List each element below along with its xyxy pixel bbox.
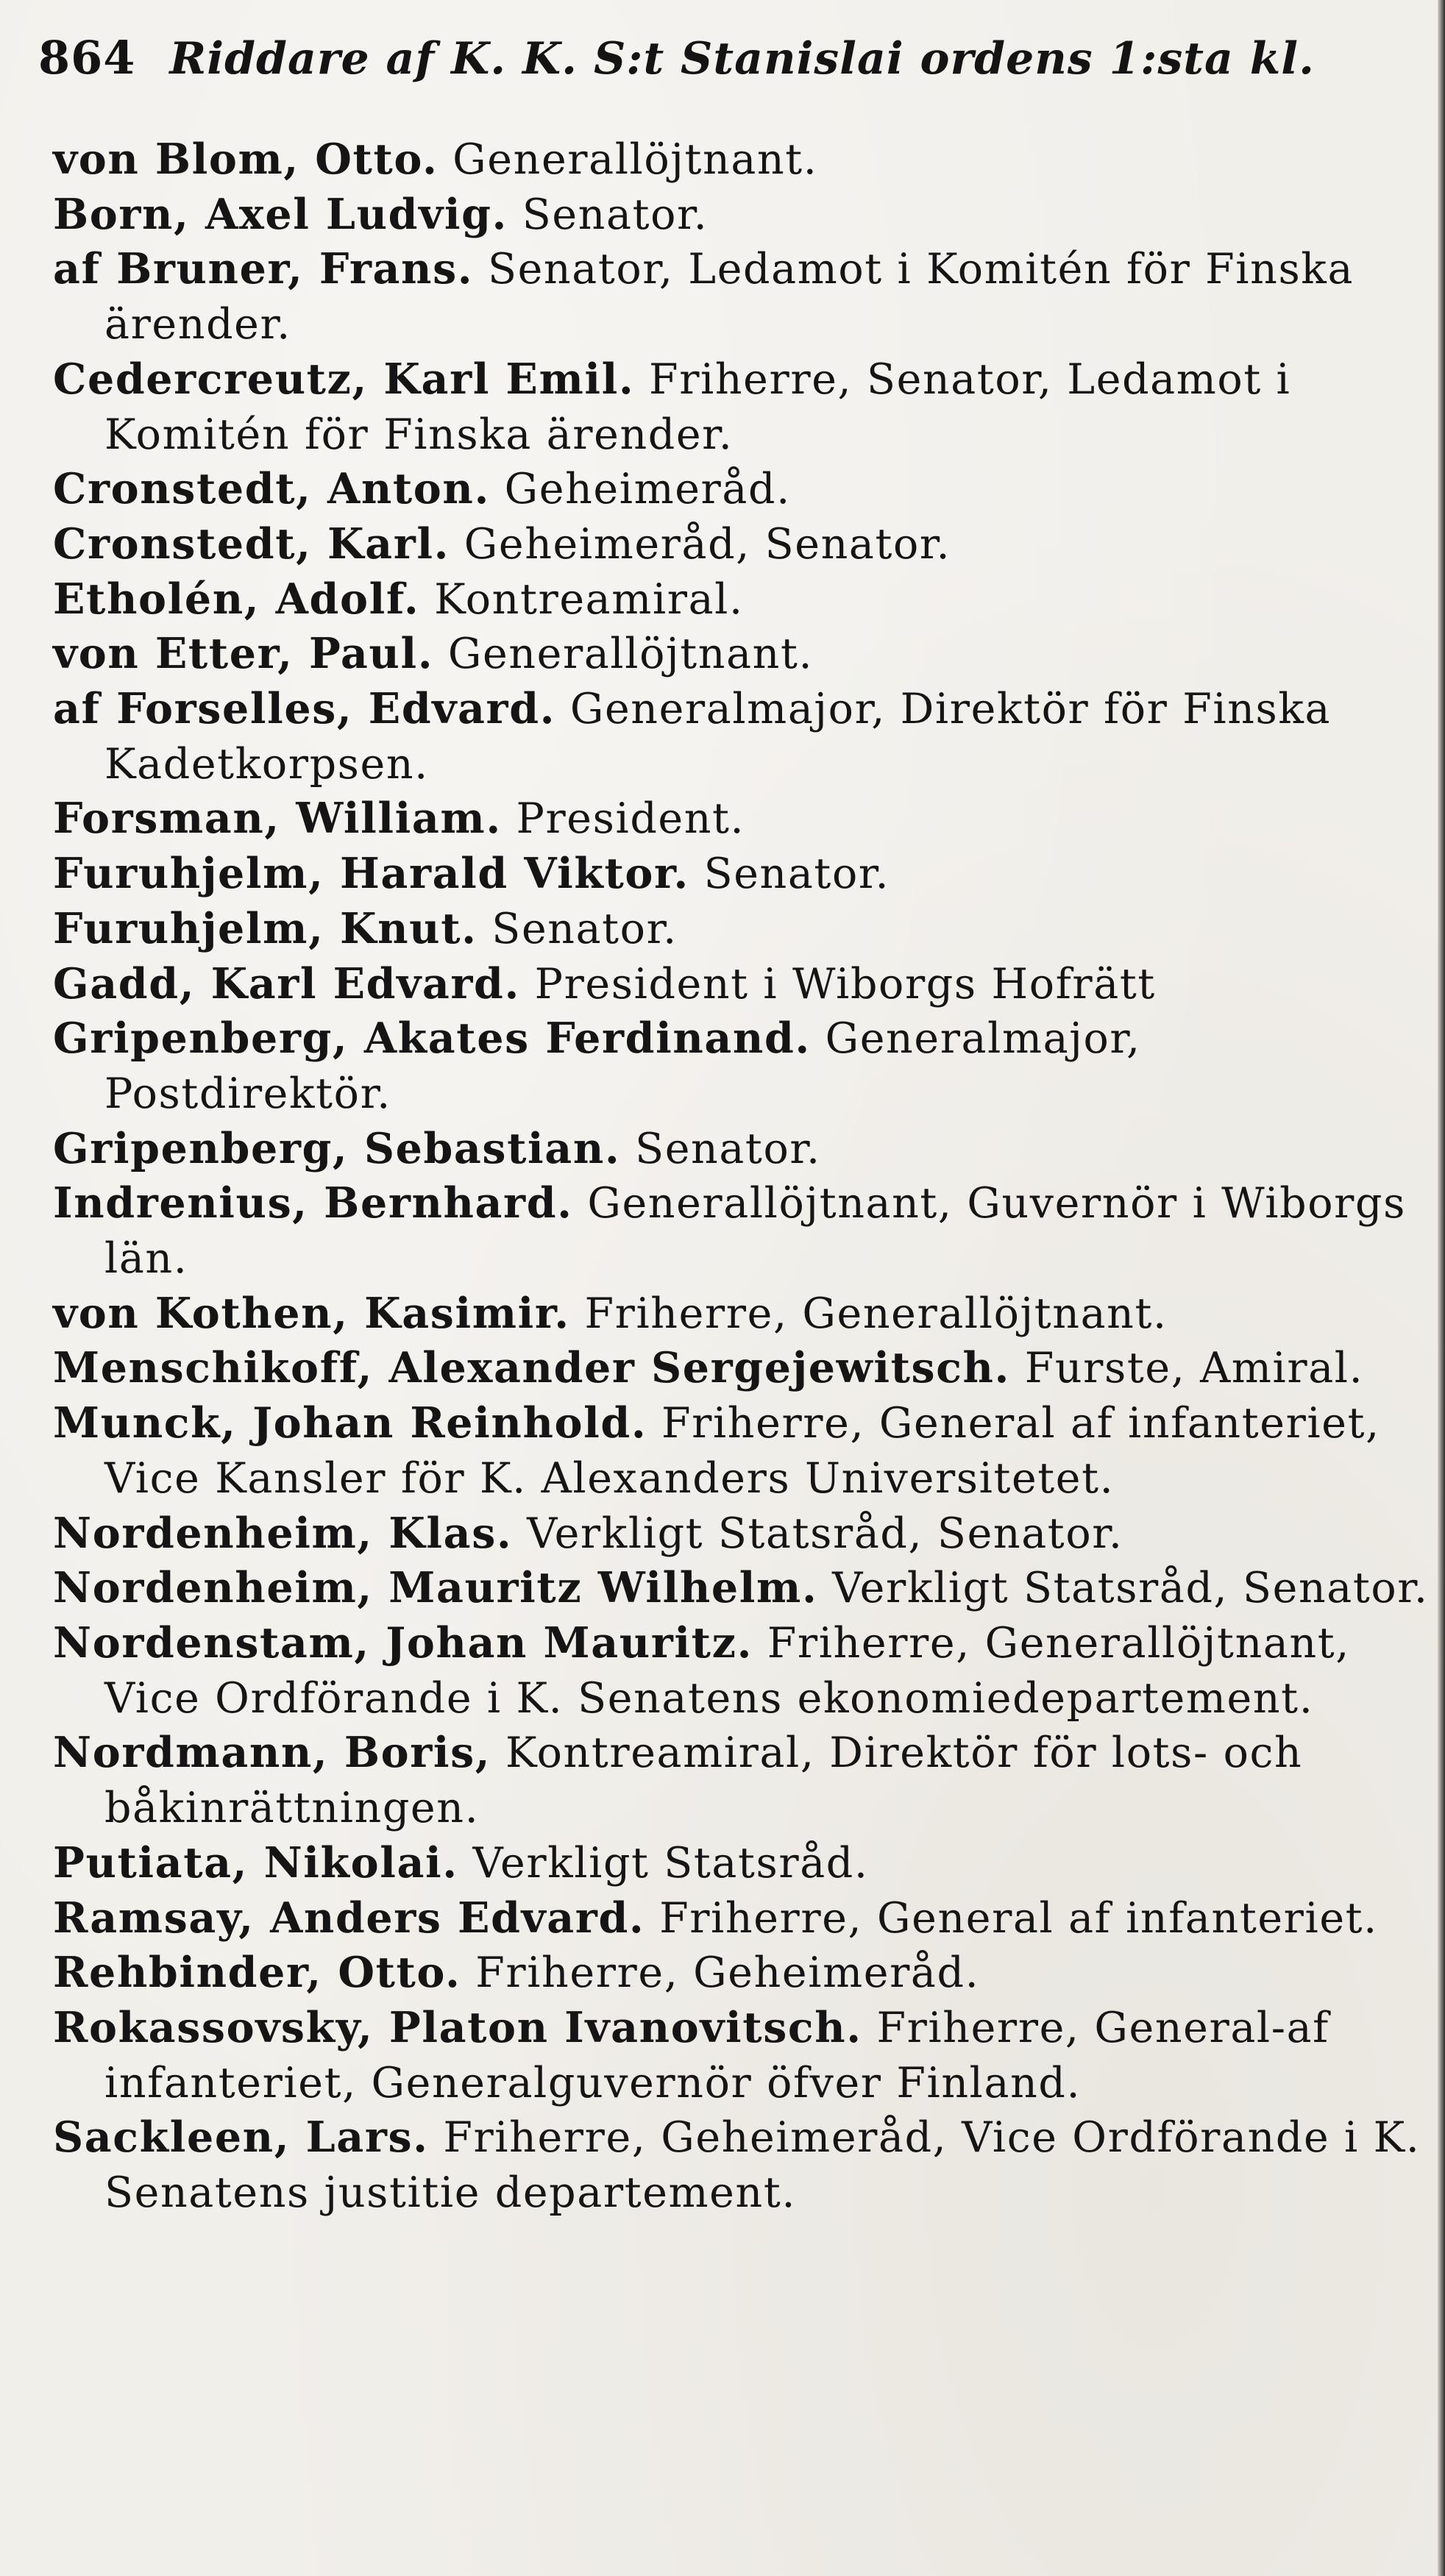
list-item xyxy=(53,517,1436,572)
list-item xyxy=(53,2110,1436,2220)
entry-text: Kontreamiral. xyxy=(434,574,744,624)
entry-name: Ramsay, Anders Edvard. xyxy=(53,1893,645,1943)
entry-name: Cronstedt, Karl. xyxy=(53,519,450,569)
entry-name: Nordenheim, Mauritz Wilhelm. xyxy=(53,1563,818,1613)
entry-text: Generalmajor, Postdirektör. xyxy=(104,1014,1141,1118)
page-edge-shadow xyxy=(1438,0,1445,2576)
list-item xyxy=(53,1341,1436,1396)
list-item xyxy=(53,2001,1436,2110)
list-item xyxy=(53,847,1436,902)
entry-name: von Blom, Otto. xyxy=(53,135,439,184)
list-item xyxy=(53,957,1436,1012)
list-item xyxy=(53,188,1436,243)
list-item xyxy=(53,462,1436,517)
list-item xyxy=(53,1011,1436,1121)
entry-text: Geheimeråd. xyxy=(504,465,791,514)
entry-name: Nordenstam, Johan Mauritz. xyxy=(53,1618,753,1668)
entry-text: Senator. xyxy=(491,904,678,953)
entry-text: Friherre, Senator, Ledamot i Komitén för Finska ärender. xyxy=(104,355,1291,459)
list-item xyxy=(53,627,1436,682)
entry-text: Senator. xyxy=(635,1124,821,1173)
entry-name: Munck, Johan Reinhold. xyxy=(53,1398,647,1448)
entry-text: Friherre, General af infanteriet. xyxy=(659,1893,1378,1943)
entry-name: Rokassovsky, Platon Ivanovitsch. xyxy=(53,2002,862,2052)
entry-text: Friherre, Generallöjtnant. xyxy=(584,1289,1168,1338)
list-item xyxy=(53,1616,1436,1726)
entry-text: Kontreamiral, Direktör för lots- och båkinrättningen. xyxy=(104,1729,1303,1833)
entry-name: Nordmann, Boris, xyxy=(53,1728,491,1778)
list-item xyxy=(53,682,1436,791)
entry-text: Verkligt Statsråd, Senator. xyxy=(832,1564,1429,1613)
list-item xyxy=(53,242,1436,352)
entry-text: President i Wiborgs Hofrätt xyxy=(534,959,1156,1008)
list-item xyxy=(53,1287,1436,1342)
list-item xyxy=(53,1891,1436,1946)
entry-name: af Bruner, Frans. xyxy=(53,244,474,294)
list-item xyxy=(53,1176,1436,1286)
entry-text: Generallöjtnant, Guvernör i Wiborgs län. xyxy=(104,1179,1406,1284)
list-item xyxy=(53,1726,1436,1835)
entry-text: Senator, Ledamot i Komitén för Finska ärender. xyxy=(104,245,1355,349)
entry-text: Generallöjtnant. xyxy=(447,630,814,679)
entry-name: Rehbinder, Otto. xyxy=(53,1948,461,1998)
entry-text: Furste, Amiral. xyxy=(1024,1344,1364,1393)
entry-name: Putiata, Nikolai. xyxy=(53,1837,458,1887)
entry-text: Senator. xyxy=(522,190,709,239)
list-item xyxy=(53,1396,1436,1506)
list-item xyxy=(53,1561,1436,1616)
list-item xyxy=(53,1946,1436,2001)
entry-name: Gadd, Karl Edvard. xyxy=(53,958,520,1008)
entry-text: Verkligt Statsråd, Senator. xyxy=(527,1509,1123,1558)
list-item xyxy=(53,132,1436,188)
entry-name: Menschikoff, Alexander Sergejewitsch. xyxy=(53,1343,1010,1393)
entry-name: Furuhjelm, Knut. xyxy=(53,903,477,953)
entry-name: Furuhjelm, Harald Viktor. xyxy=(53,849,689,899)
entry-name: Nordenheim, Klas. xyxy=(53,1508,513,1558)
entry-name: Forsman, William. xyxy=(53,794,502,844)
running-title: Riddare af K. K. S:t Stanislai ordens 1:sta kl. xyxy=(169,33,1315,85)
entry-text: Friherre, General-af infanteriet, Generalguvernör öfver Finland. xyxy=(104,2003,1329,2107)
entry-text: Geheimeråd, Senator. xyxy=(464,519,951,569)
entry-text: Verkligt Statsråd. xyxy=(472,1838,869,1887)
list-item xyxy=(53,791,1436,847)
entry-name: Cedercreutz, Karl Emil. xyxy=(53,354,635,404)
list-item xyxy=(53,352,1436,462)
entry-name: Etholén, Adolf. xyxy=(53,574,420,624)
page-number: 864 xyxy=(38,31,136,85)
entry-name: von Etter, Paul. xyxy=(53,629,434,679)
entry-text: Senator. xyxy=(703,850,890,899)
entry-name: af Forselles, Edvard. xyxy=(53,684,556,734)
entry-name: Born, Axel Ludvig. xyxy=(53,189,508,239)
entry-text: Generalmajor, Direktör för Finska Kadetkorpsen. xyxy=(104,685,1332,789)
entry-text: Friherre, Generallöjtnant, Vice Ordförande i K. Senatens ekonomiedepartement. xyxy=(104,1618,1350,1723)
list-item xyxy=(53,902,1436,957)
list-item xyxy=(53,1836,1436,1891)
entry-name: Gripenberg, Sebastian. xyxy=(53,1123,621,1173)
entry-name: Sackleen, Lars. xyxy=(53,2113,429,2163)
list-item xyxy=(53,572,1436,627)
entry-text: Friherre, Geheimeråd, Vice Ordförande i K. Senatens justitie departement. xyxy=(104,2113,1421,2218)
entry-text: Friherre, Geheimeråd. xyxy=(475,1949,980,1998)
running-head xyxy=(38,31,1399,101)
entry-list xyxy=(53,132,1436,2221)
entry-name: von Kothen, Kasimir. xyxy=(53,1288,570,1338)
entry-name: Cronstedt, Anton. xyxy=(53,464,490,514)
entry-name: Gripenberg, Akates Ferdinand. xyxy=(53,1014,811,1064)
entry-text: Generallöjtnant. xyxy=(452,135,818,184)
entry-text: President. xyxy=(516,794,745,844)
list-item xyxy=(53,1506,1436,1562)
list-item xyxy=(53,1122,1436,1177)
entry-name: Indrenius, Bernhard. xyxy=(53,1178,573,1228)
entry-text: Friherre, General af infanteriet, Vice Kansler för K. Alexanders Universitetet. xyxy=(104,1399,1380,1503)
